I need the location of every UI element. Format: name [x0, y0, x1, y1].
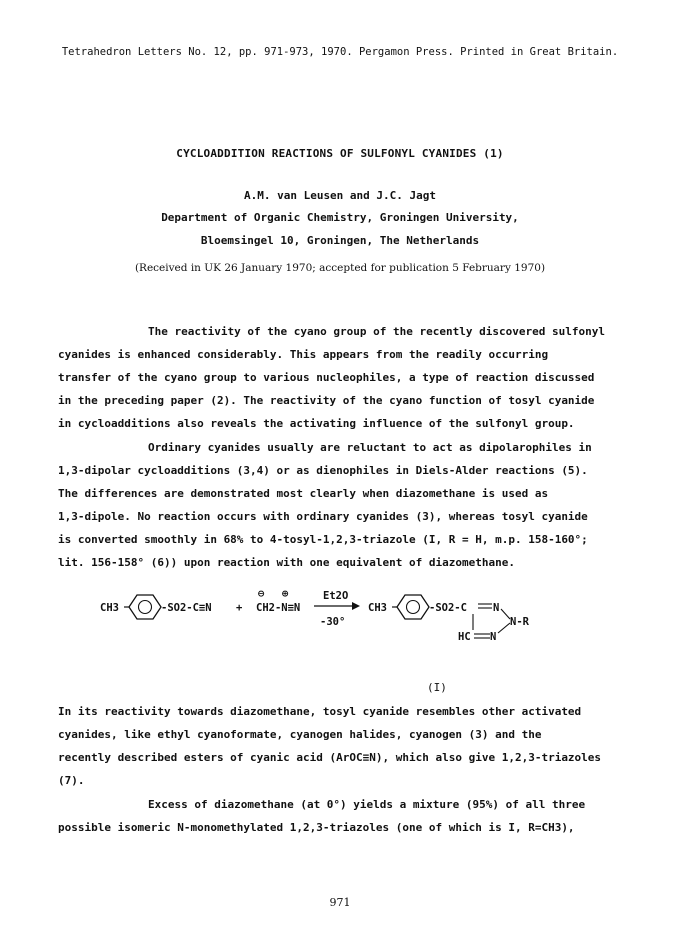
page-number: 971: [329, 896, 351, 909]
methyl-group: CH3: [100, 602, 119, 614]
paragraph-3-line: cyanides, like ethyl cyanoformate, cyanogen halides, cyanogen (3) and the: [58, 728, 542, 741]
paragraph-2-line: 1,3-dipole. No reaction occurs with ordinary cyanides (3), whereas tosyl cyanide: [58, 510, 588, 523]
paragraph-1-line: The reactivity of the cyano group of the recently discovered sulfonyl: [148, 325, 605, 338]
affiliation-line-1: Department of Organic Chemistry, Groningen University,: [161, 211, 519, 224]
triazole-n-r: N-R: [510, 616, 529, 628]
reaction-arrow-icon: [352, 602, 360, 610]
affiliation-line-2: Bloemsingel 10, Groningen, The Netherlands: [200, 234, 480, 247]
negative-charge-icon: ⊖: [258, 588, 265, 600]
paragraph-1-line: in cycloadditions also reveals the activating influence of the sulfonyl group.: [58, 417, 575, 430]
diazomethane: CH2-N≡N: [256, 602, 301, 614]
paragraph-1-line: transfer of the cyano group to various nucleophiles, a type of reaction discussed: [58, 371, 595, 384]
plus-sign: +: [236, 602, 243, 614]
paragraph-2-line: lit. 156-158° (6)) upon reaction with one equivalent of diazomethane.: [58, 556, 515, 569]
paper-title: CYCLOADDITION REACTIONS OF SULFONYL CYANIDES (1): [176, 147, 504, 160]
compound-label: (I): [427, 681, 447, 694]
paragraph-4-line: possible isomeric N-monomethylated 1,2,3-triazoles (one of which is I, R=CH3),: [58, 821, 575, 834]
reagent-ether: Et2O: [323, 590, 349, 602]
paragraph-3-line: In its reactivity towards diazomethane, tosyl cyanide resembles other activated: [58, 705, 582, 718]
methyl-group: CH3: [368, 602, 387, 614]
reaction-temperature: -30°: [320, 616, 346, 628]
paragraph-3-line: (7).: [58, 774, 85, 787]
paragraph-4-line: Excess of diazomethane (at 0°) yields a mixture (95%) of all three: [148, 798, 586, 811]
paragraph-2-line: Ordinary cyanides usually are reluctant to act as dipolarophiles in: [148, 441, 592, 454]
triazole-ch: HC: [458, 631, 471, 643]
benzene-ring-icon: [397, 595, 429, 619]
sulfonyl-cyanide-group: -SO2-C≡N: [161, 602, 212, 614]
journal-header: Tetrahedron Letters No. 12, pp. 971-973, 1970. Pergamon Press. Printed in Great Britain.: [61, 46, 619, 58]
positive-charge-icon: ⊕: [282, 588, 289, 600]
paragraph-1-line: in the preceding paper (2). The reactivity of the cyano function of tosyl cyanide: [58, 394, 595, 407]
paragraph-2-line: 1,3-dipolar cycloadditions (3,4) or as dienophiles in Diels-Alder reactions (5).: [58, 464, 588, 477]
paragraph-2-line: is converted smoothly in 68% to 4-tosyl-1,2,3-triazole (I, R = H, m.p. 158-160°;: [58, 533, 588, 546]
reaction-scheme: [100, 587, 580, 677]
sulfonyl-carbon: -SO2-C: [429, 602, 467, 614]
triazole-nitrogen: N: [493, 602, 500, 614]
paragraph-2-line: The differences are demonstrated most clearly when diazomethane is used as: [58, 487, 549, 500]
benzene-ring-icon: [129, 595, 161, 619]
authors: A.M. van Leusen and J.C. Jagt: [243, 189, 437, 202]
paragraph-1-line: cyanides is enhanced considerably. This appears from the readily occurring: [58, 348, 549, 361]
triazole-nitrogen: N: [490, 631, 497, 643]
received-dates: (Received in UK 26 January 1970; accepted for publication 5 February 1970): [134, 262, 546, 274]
paragraph-3-line: recently described esters of cyanic acid (ArOC≡N), which also give 1,2,3-triazoles: [58, 751, 602, 764]
